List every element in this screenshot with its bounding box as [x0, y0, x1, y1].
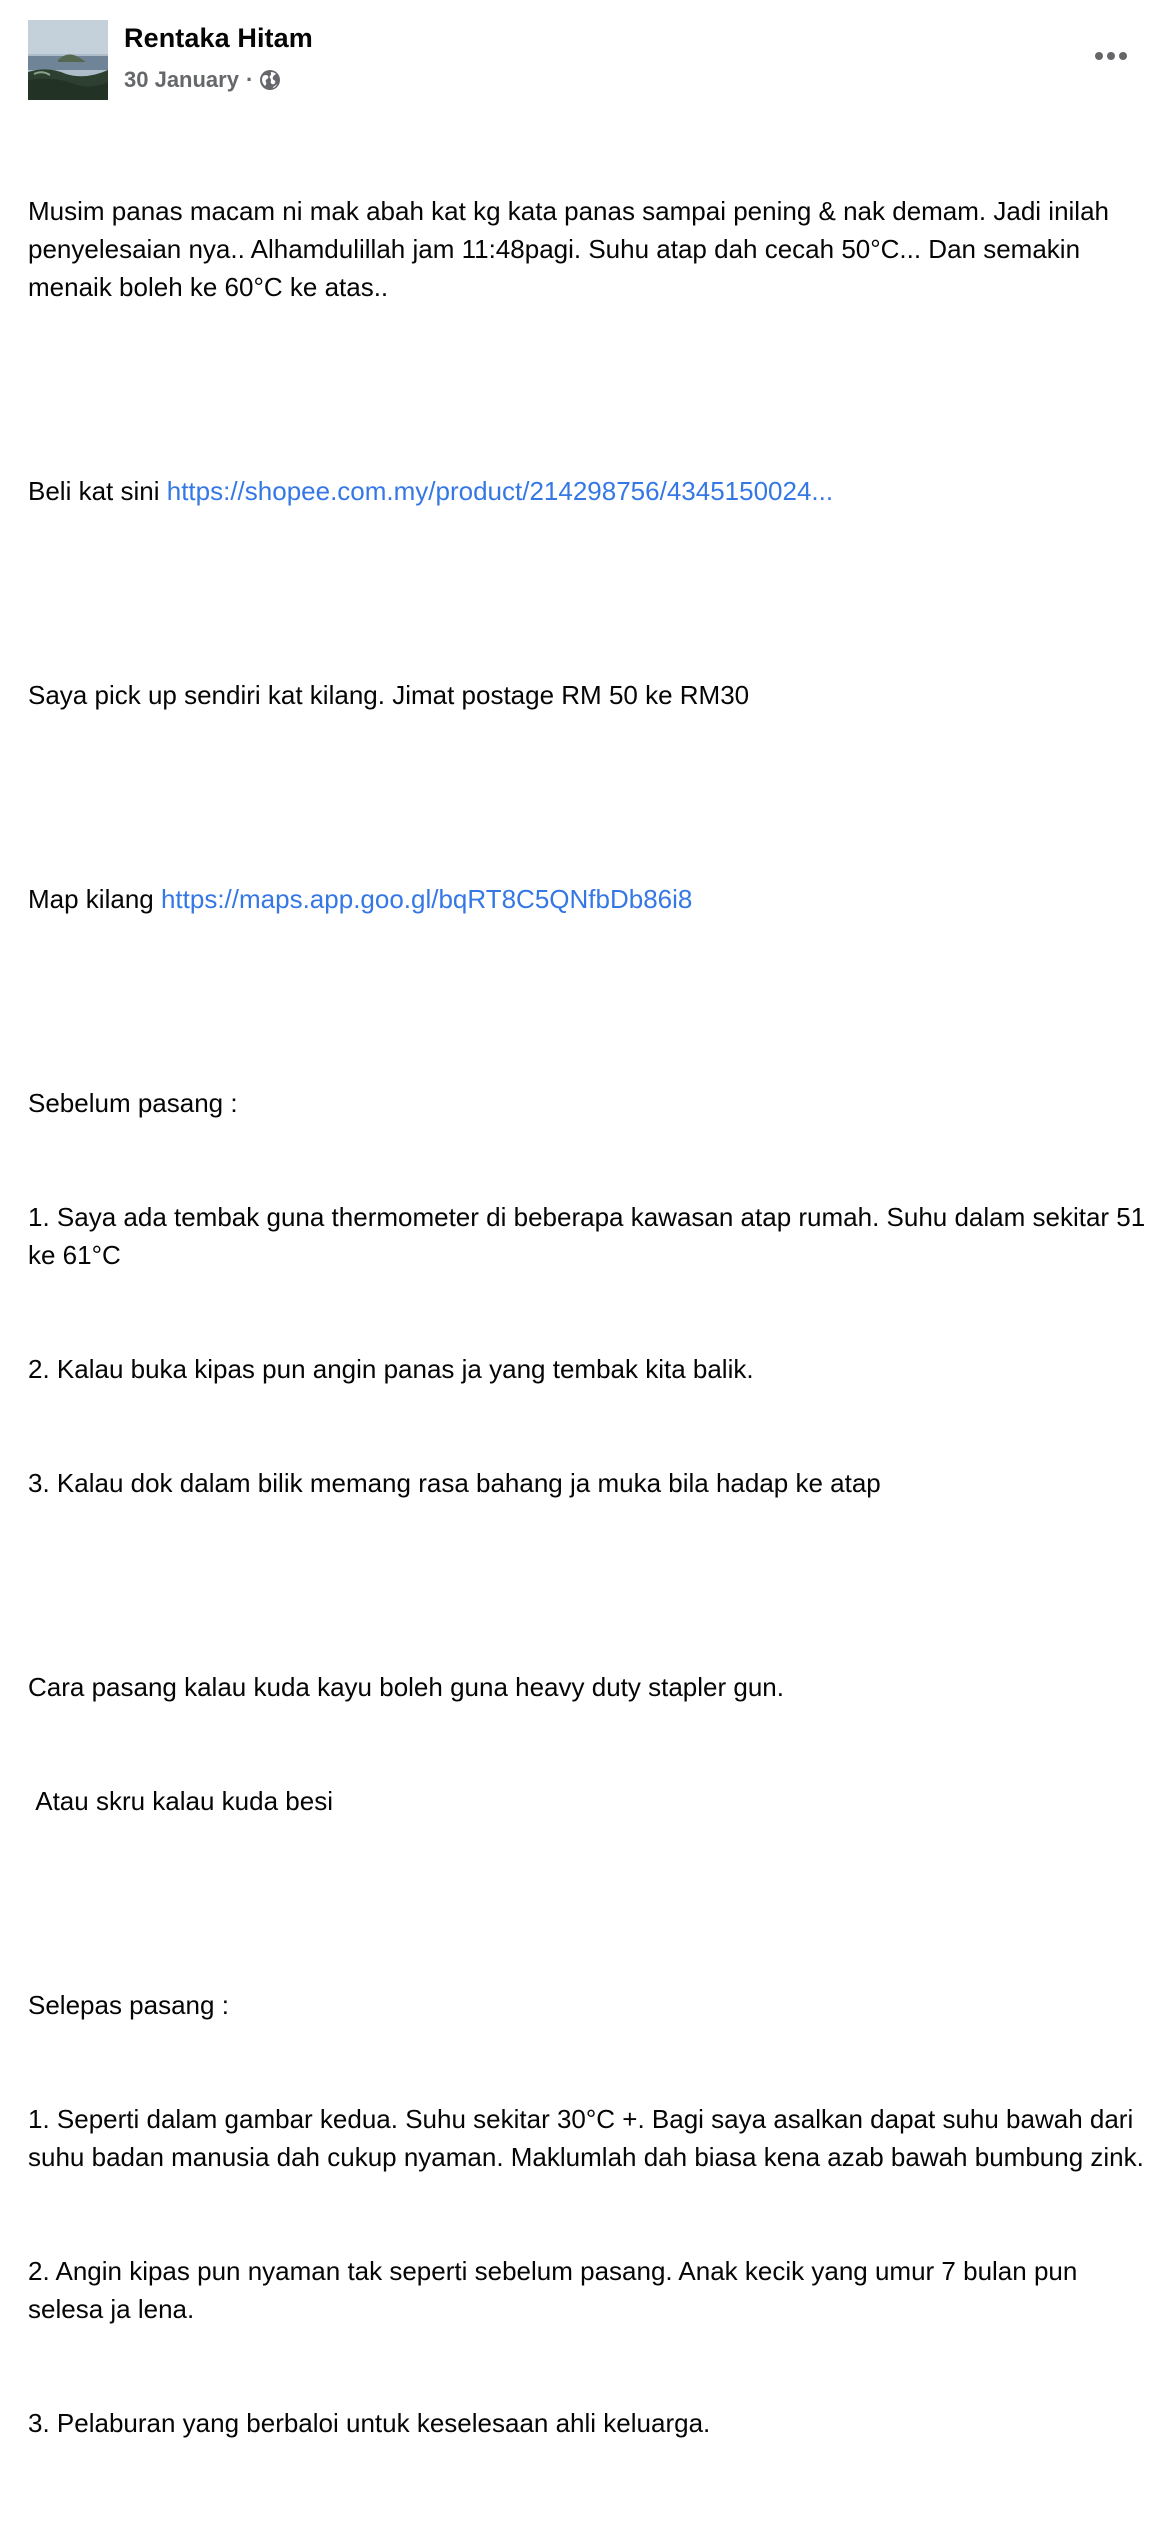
- after-item: 2. Angin kipas pun nyaman tak seperti sebelum pasang. Anak kecik yang umur 7 bulan pun selesa ja lena.: [28, 2256, 1085, 2324]
- post-date[interactable]: 30 January: [124, 67, 239, 92]
- globe-icon: [259, 69, 281, 91]
- avatar-image: [28, 20, 108, 100]
- post-header: [28, 20, 1140, 100]
- map-link[interactable]: https://maps.app.goo.gl/bqRT8C5QNfbDb86i8: [160, 884, 693, 914]
- buy-line: [28, 472, 1146, 510]
- pickup-paragraph: [28, 600, 1146, 790]
- after-heading: Selepas pasang :: [28, 1990, 229, 2020]
- more-options-button[interactable]: [1086, 44, 1136, 68]
- map-label: Map kilang: [28, 884, 161, 914]
- post-body: [28, 116, 1153, 2532]
- install-section: [28, 1592, 1146, 1896]
- before-item: 1. Saya ada tembak guna thermometer di beberapa kawasan atap rumah. Suhu dalam sekitar 51 ke 61°C: [28, 1202, 1153, 1270]
- more-options-icon: [1094, 51, 1128, 61]
- before-item: 2. Kalau buka kipas pun angin panas ja yang tembak kita balik.: [28, 1354, 754, 1384]
- buy-paragraph: [28, 396, 1146, 586]
- before-item: 3. Kalau dok dalam bilik memang rasa bahang ja muka bila hadap ke atap: [28, 1468, 881, 1498]
- after-item: 3. Pelaburan yang berbaloi untuk keselesaan ahli keluarga.: [28, 2408, 711, 2438]
- intro-text: Musim panas macam ni mak abah kat kg kata panas sampai pening & nak demam. Jadi inilah penyelesaian nya.. Alhamdulillah jam 11:48pagi. Suhu atap dah cecah 50°C... Dan semakin menaik boleh ke 60°C ke atas..: [28, 196, 1117, 302]
- shopee-link[interactable]: https://shopee.com.my/product/214298756/4345150024...: [166, 476, 834, 506]
- after-section: [28, 1910, 1146, 2518]
- install-line: Atau skru kalau kuda besi: [28, 1786, 333, 1816]
- post-meta: [124, 65, 281, 95]
- install-line: Cara pasang kalau kuda kayu boleh guna heavy duty stapler gun.: [28, 1672, 784, 1702]
- map-paragraph: [28, 804, 1146, 994]
- before-section: [28, 1008, 1153, 1578]
- after-item: 1. Seperti dalam gambar kedua. Suhu sekitar 30°C +. Bagi saya asalkan dapat suhu bawah dari suhu badan manusia dah cukup nyaman. Maklumlah dah biasa kena azab bawah bumbung zink.: [28, 2104, 1144, 2172]
- buy-label: Beli kat sini: [28, 476, 167, 506]
- before-heading: Sebelum pasang :: [28, 1088, 238, 1118]
- intro-paragraph: [28, 116, 1146, 382]
- meta-separator: ·: [245, 67, 254, 92]
- avatar[interactable]: [28, 20, 108, 100]
- map-line: [28, 880, 1146, 918]
- pickup-text: Saya pick up sendiri kat kilang. Jimat postage RM 50 ke RM30: [28, 680, 750, 710]
- author-name[interactable]: Rentaka Hitam: [124, 23, 313, 53]
